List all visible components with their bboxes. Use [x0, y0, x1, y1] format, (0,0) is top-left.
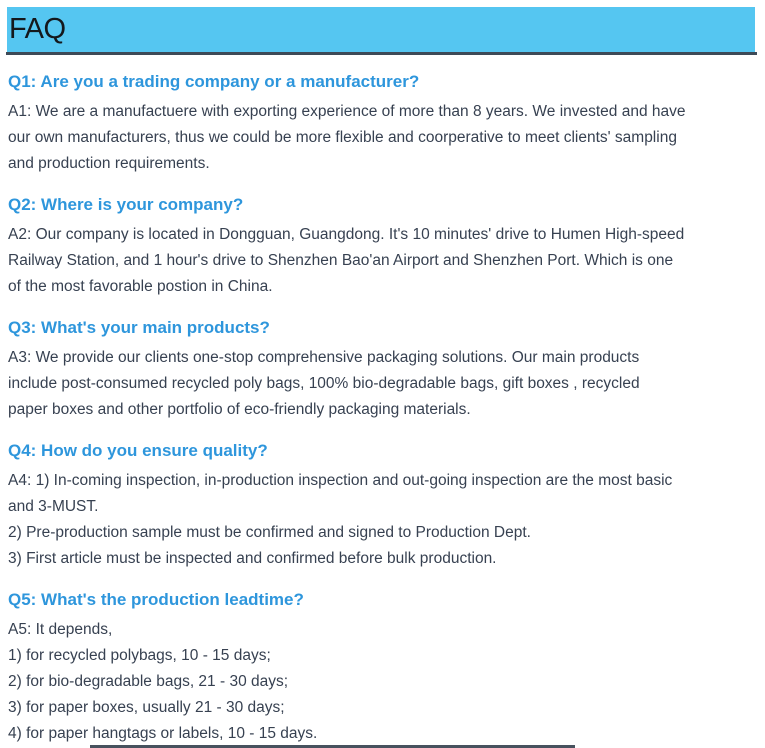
faq-answer-line: 3) for paper boxes, usually 21 - 30 days; [8, 699, 285, 716]
faq-answer-line: A4: 1) In-coming inspection, in-production inspection and out-going inspection are the most basic [8, 472, 673, 489]
faq-item [8, 195, 757, 300]
faq-answer-line: our own manufacturers, thus we could be more flexible and coorperative to meet clients' sampling [8, 129, 677, 146]
faq-answer-line: 3) First article must be inspected and confirmed before bulk production. [8, 550, 497, 567]
faq-answer [8, 617, 757, 747]
faq-answer-line: 4) for paper hangtags or labels, 10 - 15 days. [8, 725, 318, 742]
faq-answer-line: A2: Our company is located in Dongguan, Guangdong. It's 10 minutes' drive to Humen High-speed [8, 226, 685, 243]
faq-answer-line: paper boxes and other portfolio of eco-friendly packaging materials. [8, 401, 471, 418]
faq-answer-line: A5: It depends, [8, 621, 113, 638]
faq-answer-line: 2) for bio-degradable bags, 21 - 30 days; [8, 673, 289, 690]
faq-answer-line: 2) Pre-production sample must be confirmed and signed to Production Dept. [8, 524, 531, 541]
section-title: FAQ [9, 13, 66, 45]
faq-answer [8, 99, 757, 177]
faq-answer-line: include post-consumed recycled poly bags, 100% bio-degradable bags, gift boxes , recycled [8, 375, 640, 392]
faq-answer-line: of the most favorable postion in China. [8, 278, 273, 295]
faq-answer-line: 1) for recycled polybags, 10 - 15 days; [8, 647, 271, 664]
faq-item [8, 318, 757, 423]
faq-list [0, 55, 765, 747]
faq-answer-line: and 3-MUST. [8, 498, 99, 515]
faq-answer-line: A3: We provide our clients one-stop comprehensive packaging solutions. Our main products [8, 349, 640, 366]
faq-item [8, 441, 757, 572]
faq-item [8, 590, 757, 747]
faq-answer-line: A1: We are a manufactuere with exporting experience of more than 8 years. We invested and have [8, 103, 686, 120]
faq-question: Q5: What's the production leadtime? [8, 590, 304, 609]
faq-item [8, 72, 757, 177]
faq-question: Q3: What's your main products? [8, 318, 270, 337]
faq-answer [8, 468, 757, 572]
faq-answer-line: and production requirements. [8, 155, 210, 172]
faq-question: Q4: How do you ensure quality? [8, 441, 268, 460]
faq-section-header [7, 7, 755, 52]
faq-answer [8, 222, 757, 300]
faq-question: Q2: Where is your company? [8, 195, 244, 214]
faq-answer-line: Railway Station, and 1 hour's drive to Shenzhen Bao'an Airport and Shenzhen Port. Which is one [8, 252, 674, 269]
faq-question: Q1: Are you a trading company or a manufacturer? [8, 72, 420, 91]
faq-answer [8, 345, 757, 423]
